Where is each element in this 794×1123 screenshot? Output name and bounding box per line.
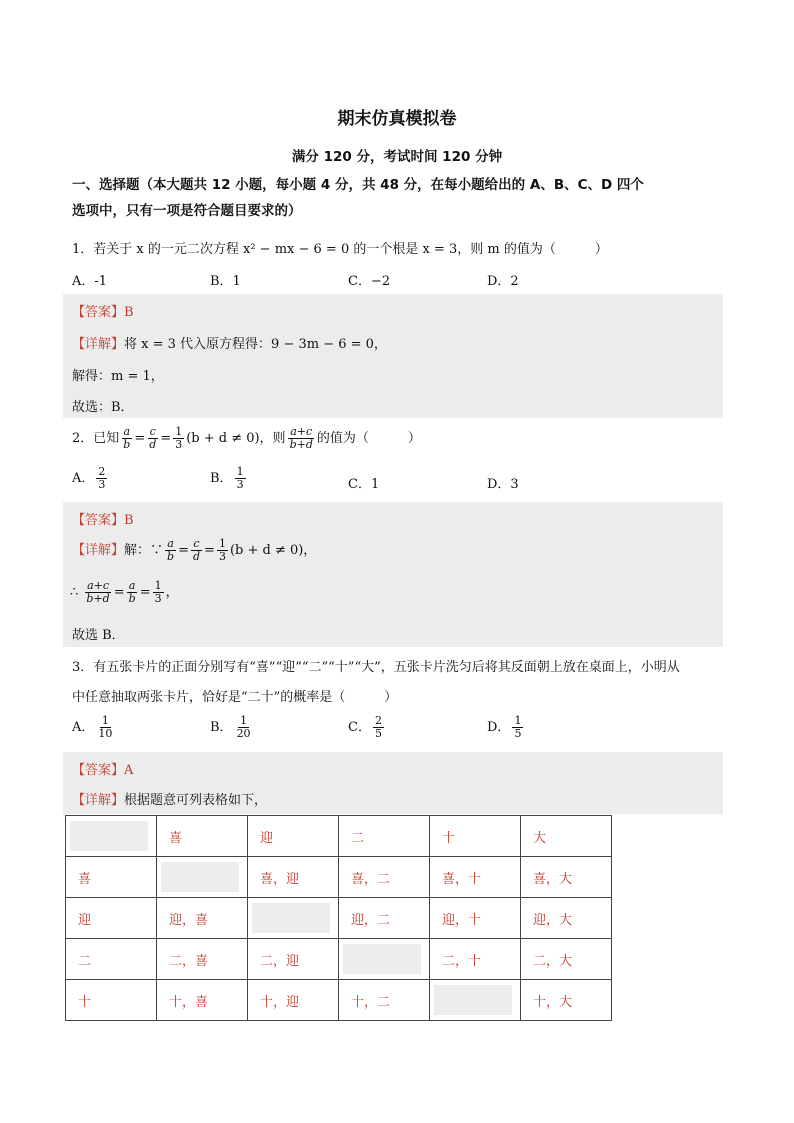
table-row: [66, 857, 612, 898]
table-cell: 十: [430, 816, 521, 857]
frac-num: c: [149, 425, 156, 438]
q1-detail: [72, 333, 387, 352]
detail-label: 【详解】: [72, 793, 125, 808]
section-heading-line2: 选项中，只有一项是符合题目要求的）: [72, 203, 302, 219]
frac-den: 3: [218, 550, 226, 563]
table-row: [66, 898, 612, 939]
q2-option-c: C．1: [348, 477, 380, 492]
section-heading-line1: 一、选择题（本大题共 12 小题，每小题 4 分，共 48 分，在每小题给出的 A、B、C、D 四个: [72, 177, 644, 193]
option-prefix: D．: [487, 720, 511, 735]
frac-den: b+d: [289, 438, 313, 451]
fraction: [96, 715, 114, 740]
q2-stem-mid: (b + d ≠ 0)，则: [186, 431, 286, 446]
q1-option-c: C．−2: [348, 274, 391, 289]
therefore-symbol: ∴: [70, 585, 79, 600]
table-row: [66, 980, 612, 1021]
q3-answer: [72, 759, 133, 778]
frac-den: 5: [514, 727, 522, 740]
q2-option-d: D．3: [487, 477, 519, 492]
empty-cell-shade: [70, 821, 148, 851]
frac-num: a+c: [87, 579, 110, 592]
page-subtitle: 满分 120 分，考试时间 120 分钟: [291, 149, 503, 165]
table-cell: 喜，二: [339, 857, 430, 898]
table-cell: [66, 816, 157, 857]
frac-num: 1: [101, 714, 109, 727]
section-heading: [72, 172, 722, 224]
table-cell: 喜，大: [521, 857, 612, 898]
table-cell: 喜: [66, 857, 157, 898]
frac-num: c: [193, 537, 200, 550]
table-cell: 迎: [248, 816, 339, 857]
frac-den: 20: [236, 727, 251, 740]
detail-label: 【详解】: [72, 337, 125, 352]
table-cell: 二: [339, 816, 430, 857]
table-cell: 迎，大: [521, 898, 612, 939]
q2-solution-box: [63, 502, 723, 647]
empty-cell-shade: [252, 903, 330, 933]
table-cell: 喜，十: [430, 857, 521, 898]
frac-num: 2: [374, 714, 382, 727]
frac-num: 1: [514, 714, 522, 727]
fraction: [127, 580, 138, 605]
fraction: [96, 466, 107, 491]
table-cell: 十，迎: [248, 980, 339, 1021]
q2-stem-post: 的值为（ ）: [316, 431, 421, 446]
table-cell: [430, 980, 521, 1021]
table-cell: 二，十: [430, 939, 521, 980]
frac-den: d: [149, 438, 157, 451]
table-cell: [248, 898, 339, 939]
frac-num: 2: [98, 465, 106, 478]
table-cell: [157, 857, 248, 898]
q2-option-b: [210, 466, 248, 491]
q1-stem: 1．若关于 x 的一元二次方程 x² − mx − 6 = 0 的一个根是 x = 3，则 m 的值为（ ）: [72, 242, 608, 257]
q2-choose: 故选 B．: [72, 628, 125, 643]
fraction: [217, 538, 228, 563]
answer-label: 【答案】: [72, 305, 125, 320]
table-cell: 二: [66, 939, 157, 980]
detail-text: 根据题意可列表格如下，: [124, 793, 268, 808]
answer-label: 【答案】: [72, 763, 125, 778]
fraction-a-b: [121, 426, 132, 451]
q2-option-a: [72, 466, 109, 491]
frac-num: a: [123, 425, 131, 438]
q3-option-a: [72, 715, 116, 740]
answer-value: A: [124, 763, 134, 778]
q3-stem-line1: 3．有五张卡片的正面分别写有“喜”“迎”“二”“十”“大”，五张卡片洗匀后将其反面朝上放在桌面上，小明从: [72, 660, 680, 675]
fraction: [373, 715, 384, 740]
fraction: [153, 580, 164, 605]
q2-answer: [72, 509, 134, 528]
frac-den: b+d: [86, 592, 110, 605]
table-cell: 二，喜: [157, 939, 248, 980]
frac-num: a: [128, 579, 136, 592]
answer-label: 【答案】: [72, 513, 125, 528]
table-cell: 十，喜: [157, 980, 248, 1021]
q1-option-b: B．1: [210, 274, 241, 289]
frac-num: 1: [175, 425, 183, 438]
detail-label: 【详解】: [72, 543, 125, 558]
table-cell: 喜，迎: [248, 857, 339, 898]
frac-den: 3: [98, 478, 106, 491]
table-cell: 迎，十: [430, 898, 521, 939]
table-row: [66, 816, 612, 857]
frac-num: 1: [218, 537, 226, 550]
table-row: [66, 939, 612, 980]
fraction-c-d: [147, 426, 158, 451]
empty-cell-shade: [343, 944, 421, 974]
frac-den: 5: [374, 727, 382, 740]
table-cell: 十，大: [521, 980, 612, 1021]
option-prefix: B．: [210, 720, 233, 735]
frac-den: 10: [98, 727, 113, 740]
q2-therefore: ∴ $\frac{a+c}{b+d}$ = $\frac{a}{b}$ = $\frac{1}{3}$ ，: [70, 579, 179, 605]
table-cell: 迎，二: [339, 898, 430, 939]
outcome-table: [65, 815, 612, 1021]
fraction: [165, 538, 176, 563]
table-cell: 迎: [66, 898, 157, 939]
frac-den: b: [167, 550, 175, 563]
q2-stem-pre: 2．已知: [72, 431, 120, 446]
empty-cell-shade: [434, 985, 512, 1015]
fraction: [512, 715, 523, 740]
q3-stem-line2: 中任意抽取两张卡片，恰好是“二十”的概率是（ ）: [72, 690, 398, 705]
answer-value: B: [124, 513, 134, 528]
fraction: [84, 580, 111, 605]
frac-den: d: [192, 550, 201, 563]
frac-den: 3: [175, 438, 183, 451]
q1-option-d: D．2: [487, 274, 519, 289]
option-prefix: C．: [348, 720, 371, 735]
frac-den: 3: [154, 592, 162, 605]
detail-pre: 解：∵: [124, 543, 164, 558]
option-prefix: B．: [210, 471, 233, 486]
table-cell: [339, 939, 430, 980]
q3-option-b: [210, 715, 255, 740]
table-cell: 十: [66, 980, 157, 1021]
frac-den: b: [123, 438, 131, 451]
table-cell: 大: [521, 816, 612, 857]
q1-solution-box: [63, 294, 723, 418]
q1-option-a: A．-1: [72, 274, 108, 289]
fraction: [191, 538, 202, 563]
frac-den: 3: [236, 478, 244, 491]
frac-num: a: [167, 537, 174, 550]
q2-stem: 2．已知 $\frac{a}{b}$ = $\frac{c}{d}$ = $\frac{1}{3}$ (b + d ≠ 0)，则 $\frac{a+c}{b+d}$ 的值为（ ）: [72, 425, 421, 451]
q3-option-d: [487, 715, 525, 740]
q1-solve: 解得：m = 1，: [72, 369, 164, 384]
page-title: 期末仿真模拟卷: [337, 109, 457, 129]
detail-mid: (b + d ≠ 0)，: [229, 543, 317, 558]
detail-text: 将 x = 3 代入原方程得：9 − 3m − 6 = 0，: [124, 337, 387, 352]
empty-cell-shade: [161, 862, 239, 892]
table-cell: 二，大: [521, 939, 612, 980]
frac-num: a+c: [290, 425, 313, 438]
fraction-ac-bd: [288, 426, 315, 451]
q3-detail: [72, 789, 267, 808]
table-cell: 迎，喜: [157, 898, 248, 939]
comma: ，: [165, 585, 179, 600]
frac-num: 1: [154, 579, 162, 592]
frac-num: 1: [240, 714, 248, 727]
fraction-1-3: [173, 426, 184, 451]
q3-option-c: [348, 715, 386, 740]
frac-den: b: [128, 592, 136, 605]
fraction: [235, 715, 253, 740]
q1-choose: 故选：B．: [72, 400, 134, 415]
frac-num: 1: [236, 465, 244, 478]
answer-value: B: [124, 305, 134, 320]
table-cell: 喜: [157, 816, 248, 857]
q1-answer: [72, 301, 134, 320]
option-prefix: A．: [72, 720, 95, 735]
q2-detail: 【详解】解：∵ $\frac{a}{b}$ = $\frac{c}{d}$ = $\frac{1}{3}$ (b + d ≠ 0)，: [72, 537, 317, 563]
table-cell: 十，二: [339, 980, 430, 1021]
table-cell: 二，迎: [248, 939, 339, 980]
fraction: [235, 466, 246, 491]
option-prefix: A．: [72, 471, 95, 486]
